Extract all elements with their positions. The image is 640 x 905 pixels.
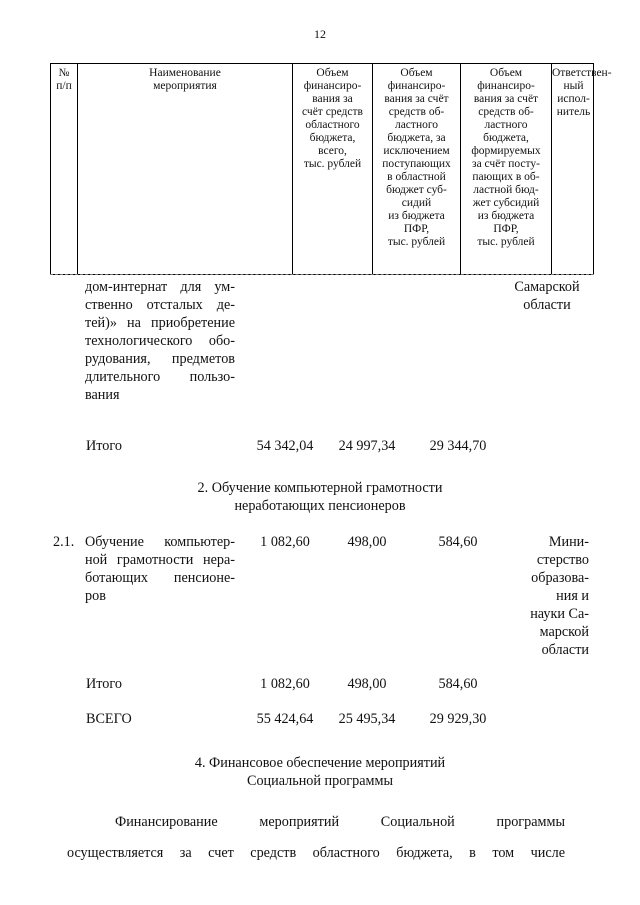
header-number: № п/п — [51, 64, 78, 274]
section4-title: 4. Финансовое обеспечение мероприятий Социальной программы — [194, 755, 446, 789]
header-executor: Ответствен- ный испол- нитель — [552, 67, 612, 118]
row-2-1-v1: 1 082,60 — [260, 534, 310, 550]
grand-total-v1: 55 424,64 — [256, 711, 314, 727]
total1-label: Итого — [86, 438, 122, 454]
total1-v1: 54 342,04 — [256, 438, 314, 454]
total2-v1: 1 082,60 — [260, 676, 310, 692]
row-2-1-number: 2.1. — [53, 534, 75, 550]
row-2-1-v2: 498,00 — [347, 534, 387, 550]
total2-v3: 584,60 — [438, 676, 478, 692]
header-name: Наименование мероприятия — [78, 64, 293, 274]
row-2-1-name: Обучение компьютер- ной грамотности нера- ботающих пенсионе- ров — [85, 534, 235, 604]
total2-label: Итого — [86, 676, 122, 692]
table-header — [50, 63, 612, 275]
grand-total-v2: 25 495,34 — [338, 711, 396, 727]
row-2-1-v3: 584,60 — [438, 534, 478, 550]
header-total-funding: Объем финансиро- вания за счёт средств областного бюджета, всего, тыс. рублей — [293, 64, 373, 274]
funding-paragraph: Финансирование мероприятий Социальной программы осуществляется за счет средств областного бюджета, в том числе — [67, 814, 565, 861]
page-number: 12 — [314, 27, 326, 41]
total1-v3: 29 344,70 — [429, 438, 487, 454]
continued-row-name: дом-интернат для ум- ственно отсталых де- тей)» на приобретение технологического обо- рудования, предметов длительного пользо- вания — [85, 279, 235, 403]
section2-title: 2. Обучение компьютерной грамотности неработающих пенсионеров — [197, 480, 443, 514]
total1-v2: 24 997,34 — [338, 438, 396, 454]
grand-total-label: ВСЕГО — [86, 711, 132, 727]
table-cut-line — [50, 274, 594, 275]
header-funding-excl-pfr: Объем финансиро- вания за счёт средств об- ластного бюджета, за исключением поступающих в областной бюджет суб- сидий из бюджета ПФР, тыс. рублей — [373, 64, 461, 274]
total2-v2: 498,00 — [347, 676, 387, 692]
continued-row-executor: Самарской области — [514, 279, 580, 313]
row-2-1-executor: Мини- стерство образова- ния и науки Са- марской области — [530, 534, 589, 658]
header-funding-pfr: Объем финансиро- вания за счёт средств об- ластного бюджета, формируемых за счёт посту- пающих в об- ластной бюд- жет субсидий из бюджета ПФР, тыс. рублей — [461, 64, 552, 274]
grand-total-v3: 29 929,30 — [429, 711, 487, 727]
